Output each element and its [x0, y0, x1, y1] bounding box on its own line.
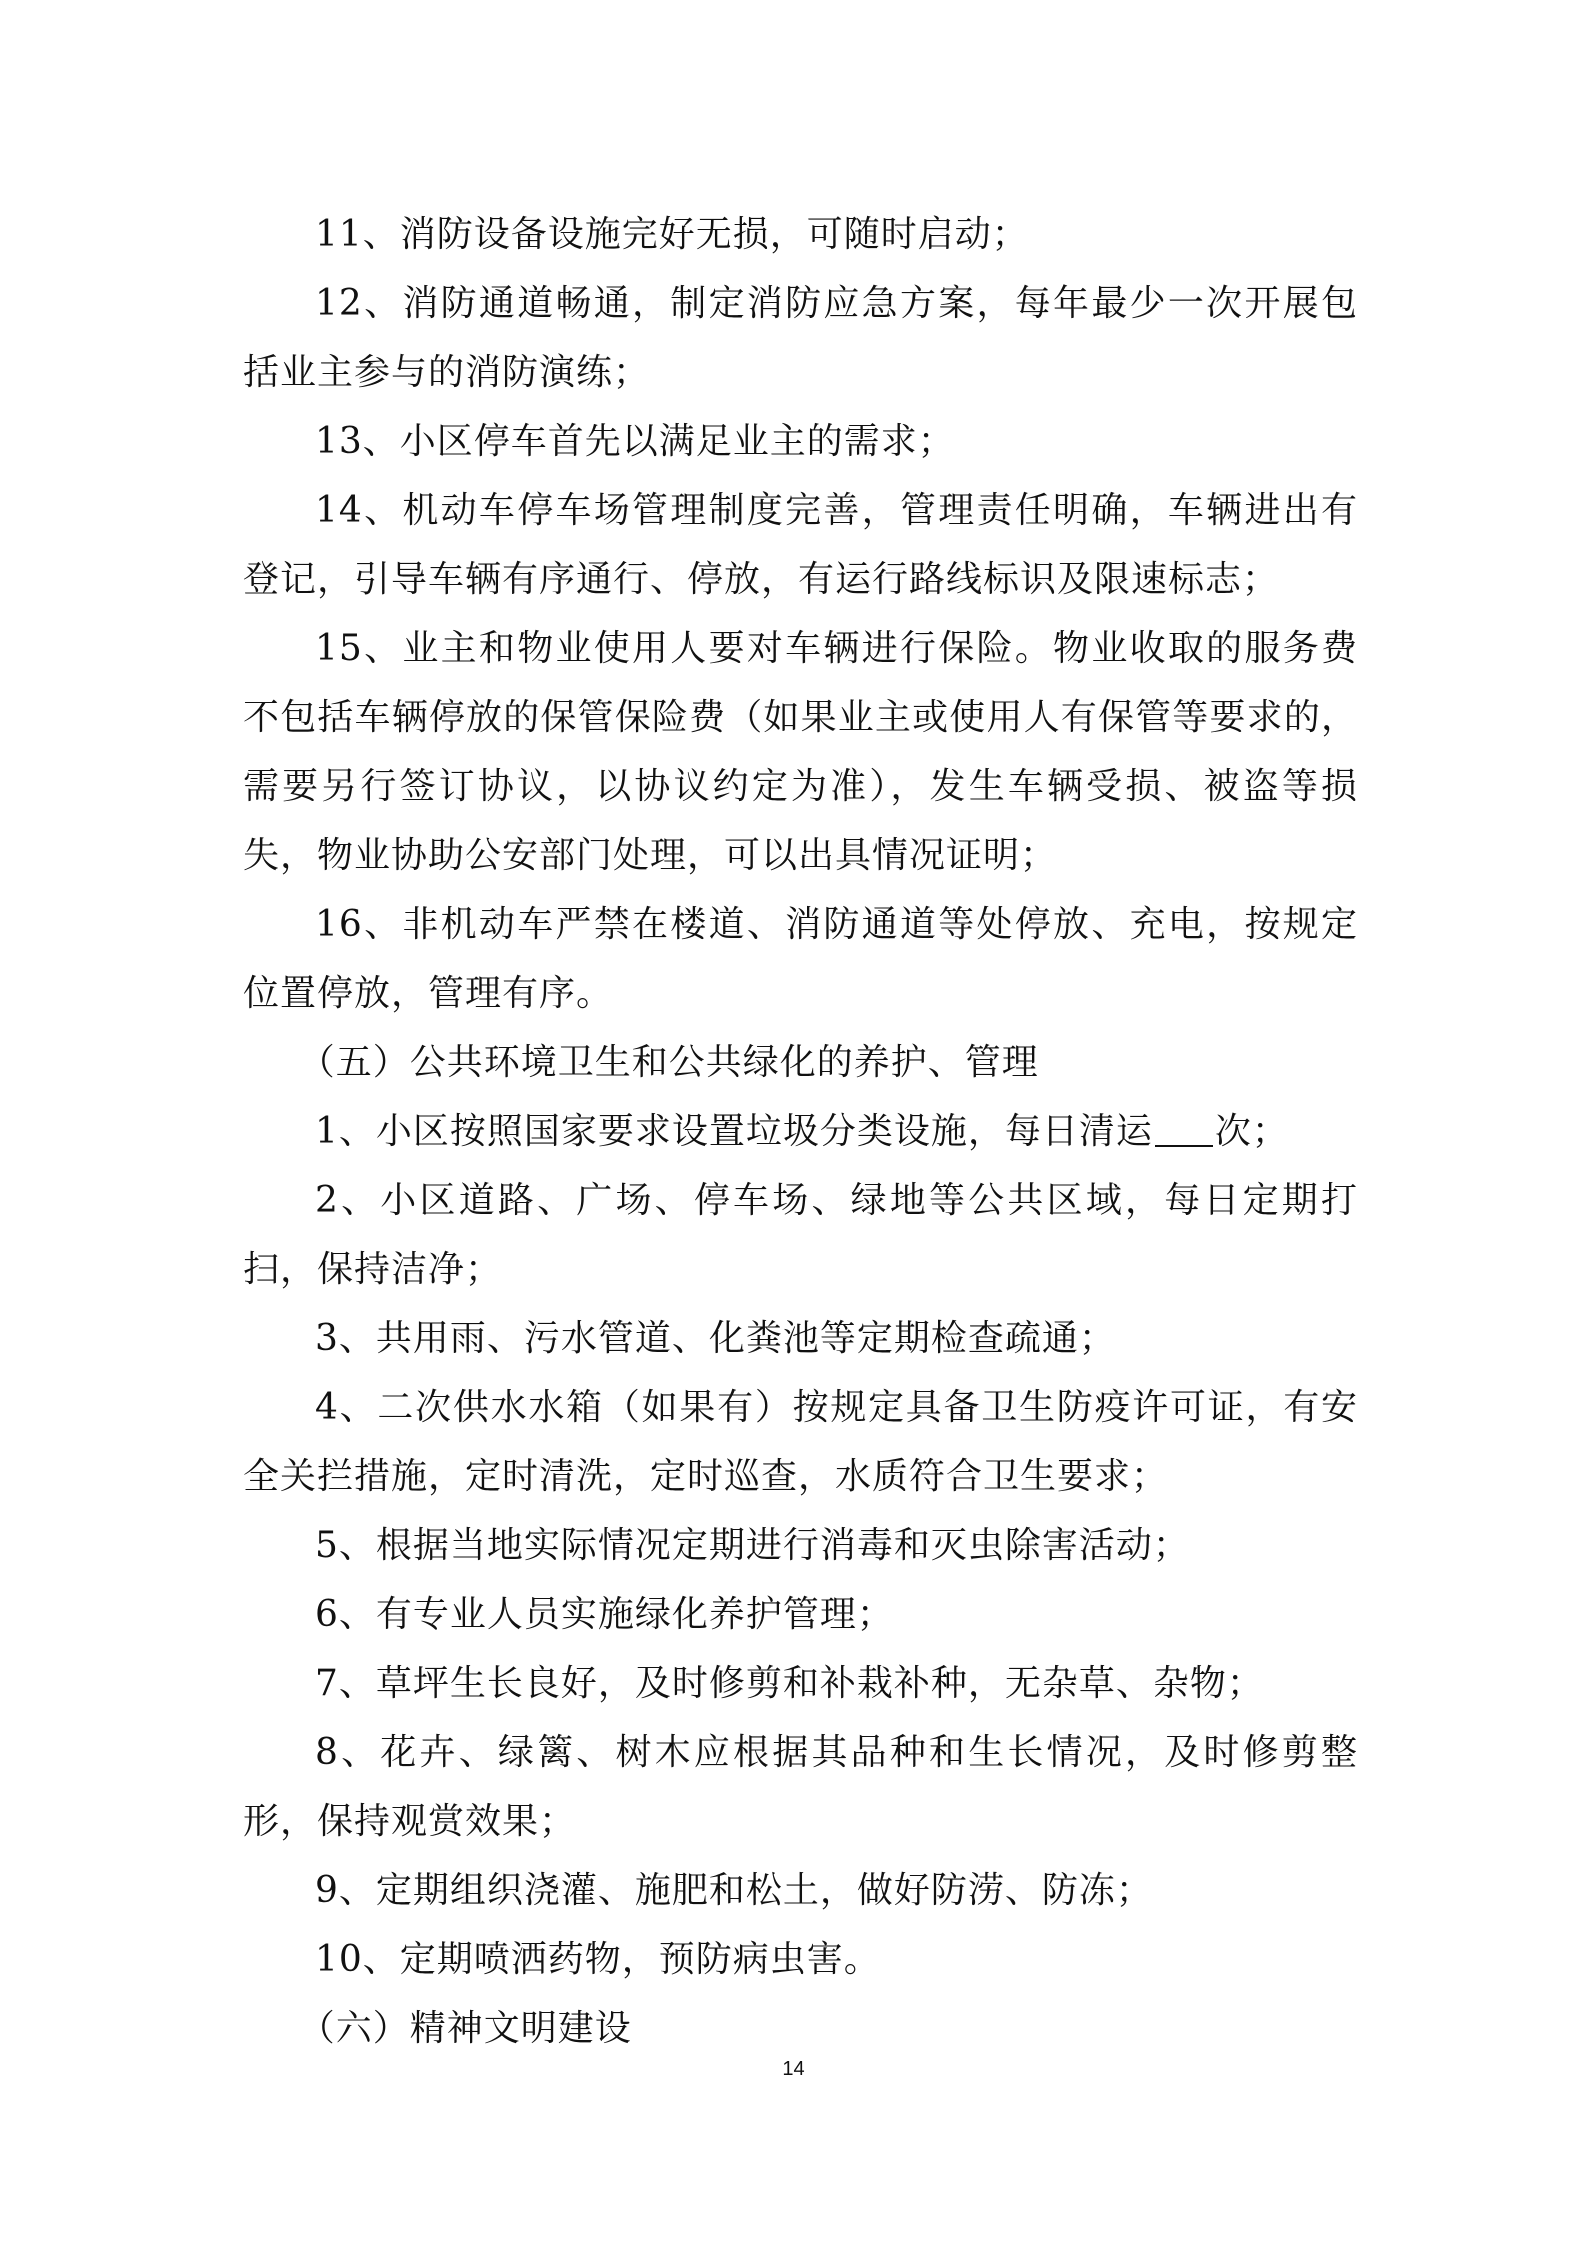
paragraph-item-10: 10、定期喷洒药物，预防病虫害。	[315, 1939, 881, 1980]
paragraph-item-3: 3、共用雨、污水管道、化粪池等定期检查疏通；	[315, 1318, 1116, 1359]
section-heading-six: （六）精神文明建设	[298, 2008, 632, 2049]
page-number: 14	[782, 2058, 805, 2080]
paragraph-item-12: 12、消防通道畅通，制定消防应急方案，每年最少一次开展包括业主参与的消防演练；	[243, 283, 1358, 393]
paragraph-item-8: 8、花卉、绿篱、树木应根据其品种和生长情况，及时修剪整形，保持观赏效果；	[243, 1732, 1358, 1842]
paragraph-item-14: 14、机动车停车场管理制度完善，管理责任明确，车辆进出有登记，引导车辆有序通行、停放，有运行路线标识及限速标志；	[243, 490, 1358, 600]
item-1-text-after-blank: 次；	[1214, 1111, 1289, 1152]
paragraph-item-6: 6、有专业人员实施绿化养护管理；	[315, 1594, 894, 1635]
paragraph-item-2: 2、小区道路、广场、停车场、绿地等公共区域，每日定期打扫，保持洁净；	[243, 1180, 1358, 1290]
paragraph-item-11: 11、消防设备设施完好无损，可随时启动；	[315, 214, 1029, 255]
paragraph-item-15: 15、业主和物业使用人要对车辆进行保险。物业收取的服务费不包括车辆停放的保管保险费（如果业主或使用人有保管等要求的，需要另行签订协议，以协议约定为准），发生车辆受损、被盗等损失，物业协助公安部门处理，可以出具情况证明；	[243, 628, 1358, 876]
paragraph-item-7: 7、草坪生长良好，及时修剪和补栽补种，无杂草、杂物；	[315, 1663, 1264, 1704]
paragraph-item-9: 9、定期组织浇灌、施肥和松土，做好防涝、防冻；	[315, 1870, 1153, 1911]
paragraph-item-5: 5、根据当地实际情况定期进行消毒和灭虫除害活动；	[315, 1525, 1190, 1566]
paragraph-item-13: 13、小区停车首先以满足业主的需求；	[315, 421, 955, 462]
paragraph-item-4: 4、二次供水水箱（如果有）按规定具备卫生防疫许可证，有安全关拦措施，定时清洗，定时巡查，水质符合卫生要求；	[243, 1387, 1358, 1497]
paragraph-item-16: 16、非机动车严禁在楼道、消防通道等处停放、充电，按规定位置停放，管理有序。	[243, 904, 1358, 1014]
fill-in-blank	[1155, 1115, 1213, 1147]
item-1-text-before-blank: 1、小区按照国家要求设置垃圾分类设施，每日清运	[315, 1111, 1153, 1152]
paragraph-item-1	[243, 1097, 1358, 1166]
section-heading-five: （五）公共环境卫生和公共绿化的养护、管理	[298, 1042, 1039, 1083]
document-body	[243, 200, 1358, 2063]
